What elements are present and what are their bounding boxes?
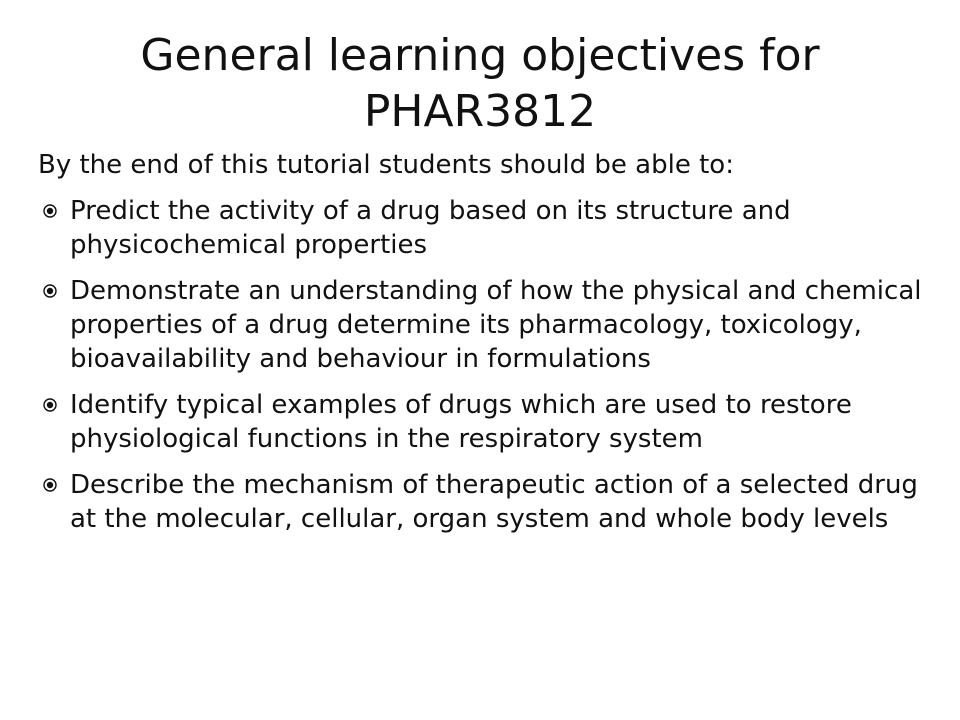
bullet-icon: [42, 477, 58, 493]
bullet-icon: [42, 397, 58, 413]
list-item: [38, 194, 928, 262]
bullet-text: Demonstrate an understanding of how the physical and chemical properties of a drug determine its pharmacology, toxicology, bioavailability and behaviour in formulations: [70, 276, 922, 374]
bullet-text: Predict the activity of a drug based on its structure and physicochemical properties: [70, 196, 791, 260]
objectives-list: [38, 194, 928, 536]
bullet-text: Describe the mechanism of therapeutic action of a selected drug at the molecular, cellular, organ system and whole body levels: [70, 470, 918, 534]
bullet-text: Identify typical examples of drugs which are used to restore physiological functions in the respiratory system: [70, 390, 852, 454]
list-item: [38, 468, 928, 536]
slide-title: General learning objectives for PHAR3812: [140, 30, 820, 137]
list-item: [38, 274, 928, 376]
bullet-icon: [42, 203, 58, 219]
list-item: [38, 388, 928, 456]
bullet-icon: [42, 283, 58, 299]
intro-text: By the end of this tutorial students should be able to:: [38, 150, 734, 180]
slide-body: [38, 148, 928, 548]
